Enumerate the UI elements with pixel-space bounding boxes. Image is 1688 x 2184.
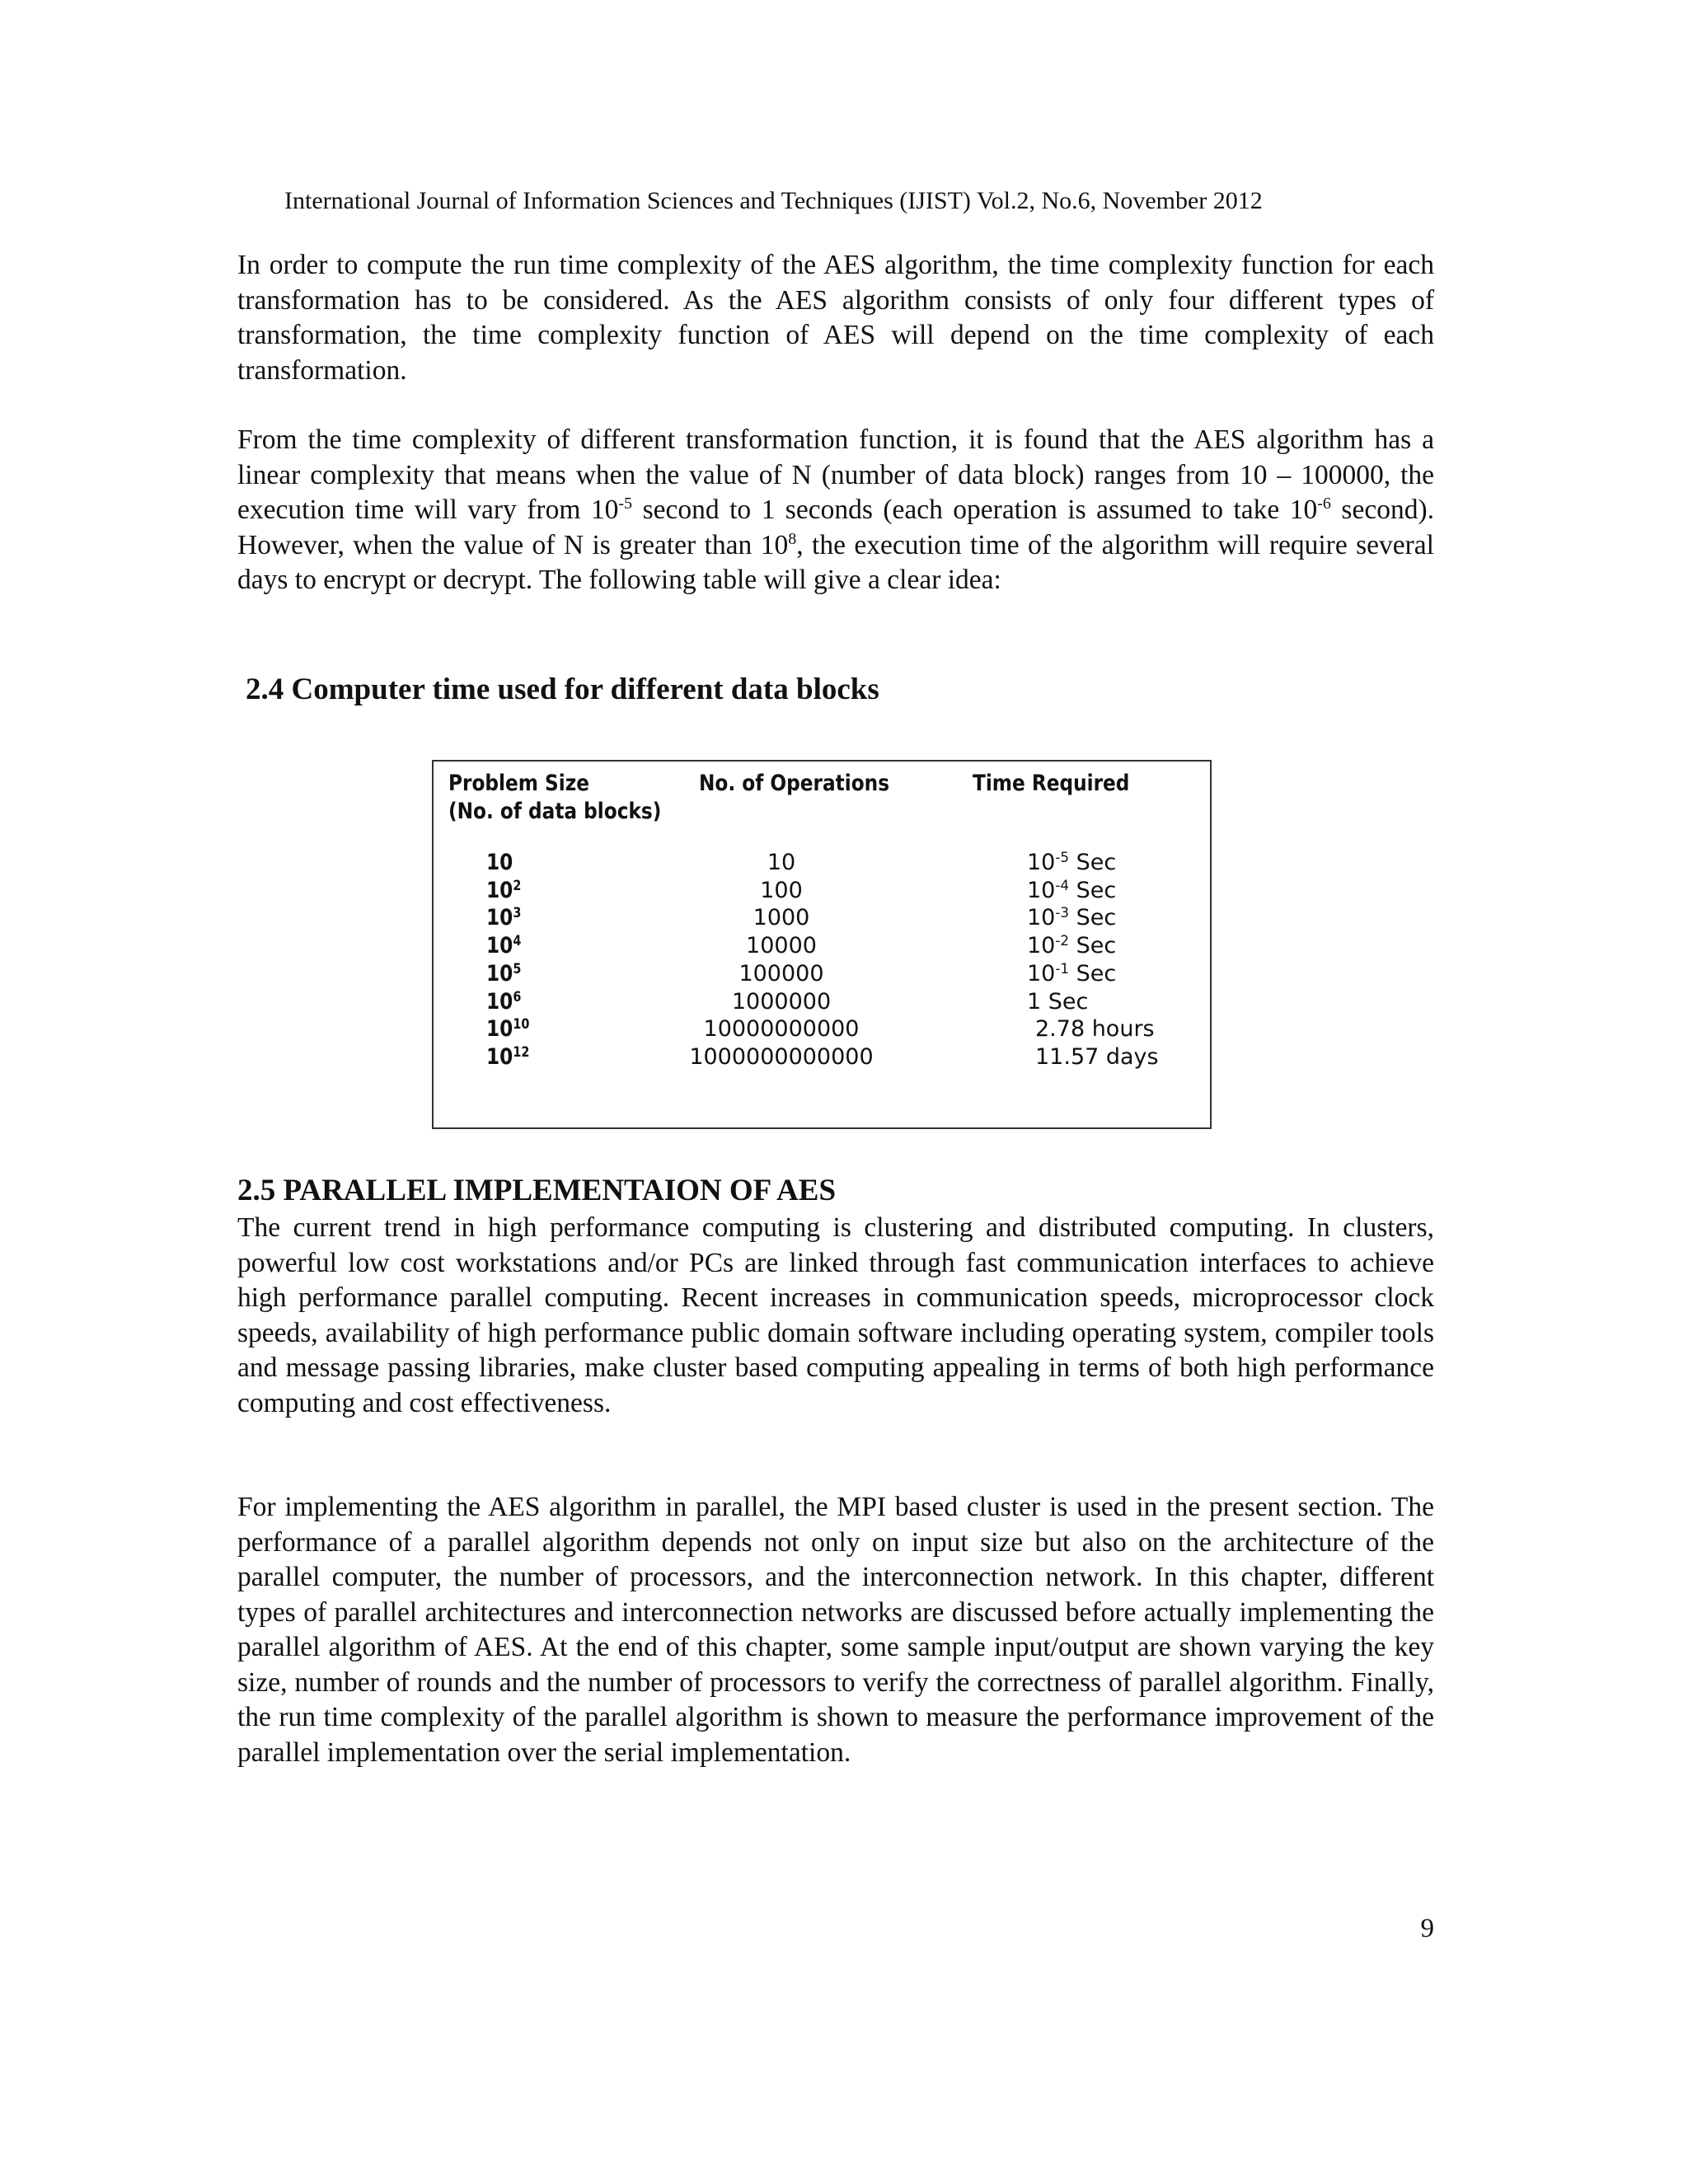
size-base: 10	[486, 877, 513, 903]
cell-operations: 100	[760, 877, 803, 903]
time-base: 1	[1027, 988, 1042, 1015]
text-run: From the time complexity of different transformation function, it is found that the AES algorithm has a linear complexity that means when the value of N (number of data block) ranges from 10 – 100000, the execution time will vary from 10	[237, 424, 1434, 525]
time-exponent: -4	[1055, 876, 1070, 893]
time-exponent: -2	[1055, 931, 1070, 949]
cell-time-required	[1035, 1043, 1159, 1071]
time-exponent: -5	[1055, 848, 1070, 865]
cell-time-required	[1035, 1015, 1155, 1043]
time-base: 10	[1027, 850, 1056, 875]
size-base: 10	[486, 988, 513, 1015]
size-base: 10	[486, 1043, 513, 1070]
size-base: 10	[486, 850, 513, 875]
cell-time-required	[1027, 960, 1116, 988]
paragraph-hpc-trend: The current trend in high performance computing is clustering and distributed computing. In clusters, powerful low cost workstations and/or PCs are linked through fast communication interfaces to achieve high performance parallel computing. Recent increases in communication speeds, microprocessor clock speeds, availability of high performance public domain software including operating system, compiler tools and message passing libraries, make cluster based computing appealing in terms of both high performance computing and cost effectiveness.	[237, 1212, 1434, 1418]
cell-problem-size	[486, 849, 513, 877]
size-exponent: 5	[513, 959, 522, 977]
time-exponent: -3	[1055, 904, 1070, 921]
cell-problem-size	[486, 1015, 529, 1043]
cell-operations: 1000	[753, 905, 810, 931]
cell-operations: 100000	[738, 960, 824, 987]
size-exponent: 4	[513, 931, 522, 949]
cell-problem-size	[486, 904, 521, 932]
paragraph-mpi-implementation: For implementing the AES algorithm in parallel, the MPI based cluster is used in the present section. The performance of a parallel algorithm depends not only on input size but also on the architecture of the parallel computer, the number of processors, and the interconnection network. In this chapter, different types of parallel architectures and interconnection networks are discussed before actually implementing the parallel algorithm of AES. At the end of this chapter, some sample input/output are shown varying the key size, number of rounds and the number of processors to verify the correctness of parallel algorithm. Finally, the run time complexity of the parallel algorithm is shown to measure the performance improvement of the parallel implementation over the serial implementation.	[237, 1492, 1434, 1768]
size-base: 10	[486, 960, 513, 987]
column-header-problem-size: Problem Size	[448, 771, 589, 796]
size-exponent: 10	[513, 1015, 530, 1032]
size-base: 10	[486, 1016, 513, 1043]
cell-problem-size	[486, 1043, 529, 1071]
time-unit: Sec	[1069, 905, 1117, 931]
cell-operations: 10000	[746, 933, 817, 959]
time-unit: Sec	[1069, 850, 1117, 875]
text-run: second to 1 seconds (each operation is assumed to take 10	[632, 494, 1318, 525]
time-base: 10	[1027, 877, 1056, 903]
cell-problem-size	[486, 932, 521, 960]
computer-time-table	[432, 760, 1212, 1129]
cell-time-required	[1027, 877, 1116, 905]
cell-operations: 10000000000	[703, 1016, 860, 1043]
size-exponent: 2	[513, 876, 522, 893]
section-heading-2-4: 2.4 Computer time used for different data blocks	[246, 673, 879, 706]
time-base: 10	[1027, 905, 1056, 931]
time-base: 10	[1027, 960, 1056, 987]
cell-problem-size	[486, 877, 521, 905]
size-base: 10	[486, 905, 513, 931]
running-header: International Journal of Information Sciences and Techniques (IJIST) Vol.2, No.6, November 2012	[284, 187, 1263, 214]
time-exponent: -1	[1055, 959, 1070, 977]
cell-time-required	[1027, 932, 1116, 960]
time-base: 11.57 days	[1035, 1043, 1159, 1070]
time-unit: Sec	[1069, 933, 1117, 959]
size-exponent: 6	[513, 987, 522, 1005]
column-header-problem-size-sub: (No. of data blocks)	[448, 799, 662, 824]
cell-operations: 1000000	[731, 988, 832, 1015]
paragraph-linear-complexity	[237, 423, 1434, 598]
cell-operations: 1000000000000	[689, 1043, 874, 1070]
size-base: 10	[486, 933, 513, 959]
size-exponent: 3	[513, 904, 522, 921]
exponent: -6	[1317, 494, 1331, 513]
size-exponent: 12	[513, 1043, 530, 1060]
cell-operations: 10	[767, 850, 796, 875]
page-number: 9	[1420, 1914, 1434, 1943]
column-header-time-required: Time Required	[973, 771, 1130, 796]
time-base: 10	[1027, 933, 1056, 959]
text-run: second). However, when the value of N is greater than 10	[237, 494, 1434, 560]
cell-problem-size	[486, 960, 521, 988]
time-unit: Sec	[1041, 988, 1089, 1015]
cell-time-required	[1027, 849, 1116, 877]
cell-problem-size	[486, 988, 521, 1016]
time-base: 2.78 hours	[1035, 1016, 1155, 1043]
paragraph-complexity-intro: In order to compute the run time complexity of the AES algorithm, the time complexity function for each transformation has to be considered. As the AES algorithm consists of only four different types of transformation, the time complexity function of AES will depend on the time complexity of each transformation.	[237, 250, 1434, 386]
time-unit: Sec	[1069, 877, 1117, 903]
section-heading-2-5: 2.5 PARALLEL IMPLEMENTAION OF AES	[237, 1174, 837, 1207]
exponent: -5	[618, 494, 633, 513]
text-run: , the execution time of the algorithm will require several days to encrypt or decrypt. The following table will give a clear idea:	[237, 529, 1434, 595]
time-unit: Sec	[1069, 960, 1117, 987]
cell-time-required	[1027, 904, 1116, 932]
column-header-operations: No. of Operations	[699, 771, 890, 796]
exponent: 8	[788, 529, 797, 548]
cell-time-required	[1027, 988, 1088, 1016]
